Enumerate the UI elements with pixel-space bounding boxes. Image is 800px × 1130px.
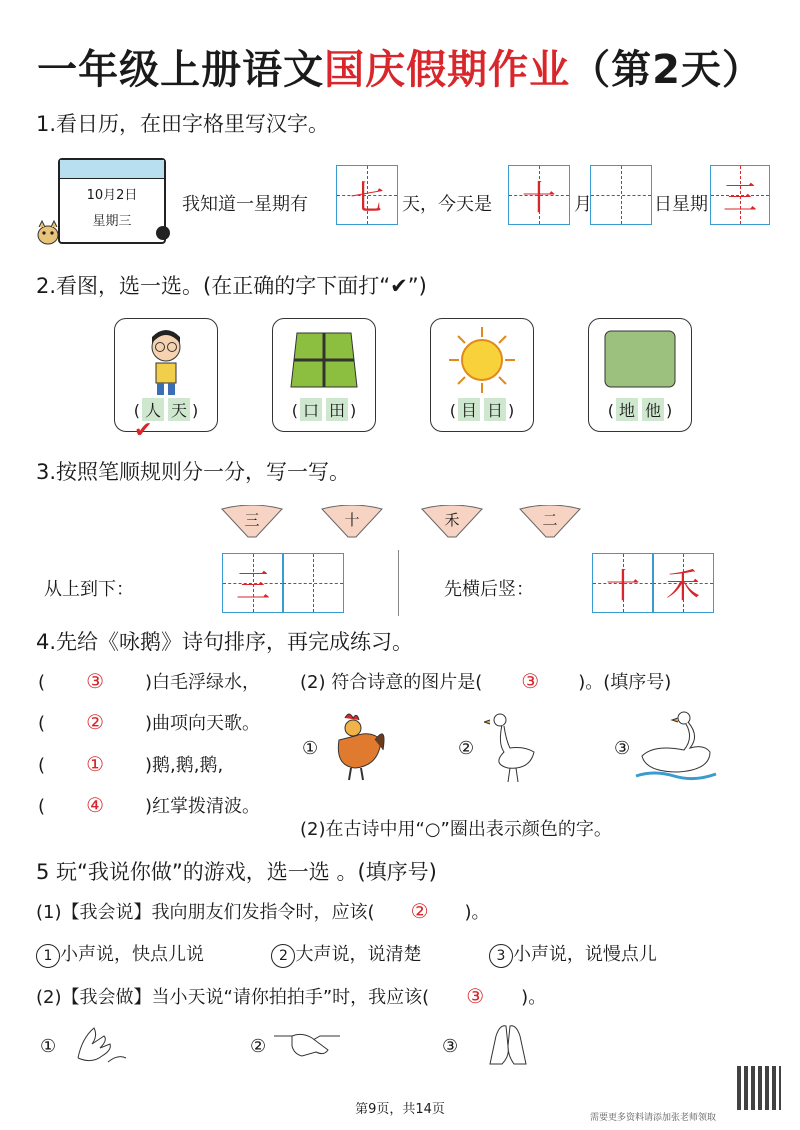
- q5-part1-text: (1)【我会说】我向朋友们发指令时，应该(: [36, 902, 375, 923]
- option-mu[interactable]: 目: [458, 398, 480, 421]
- option-tian-field[interactable]: 田: [326, 398, 348, 421]
- q5-part2-end: )。: [521, 987, 547, 1008]
- poem-line-3: ( ① )鹅,鹅,鹅,: [38, 752, 224, 776]
- ball-icon: [156, 226, 170, 240]
- card-person: [114, 318, 218, 432]
- q1-answer-2: 十: [522, 178, 556, 219]
- poem-text-4: )红掌拨清波。: [145, 796, 261, 817]
- option-kou[interactable]: 口: [300, 398, 322, 421]
- q4-sub1-text: (2) 符合诗意的图片是(: [300, 672, 483, 693]
- fan-card-3: [420, 505, 484, 539]
- calendar-date: 10月2日: [86, 188, 138, 203]
- q1-box-4[interactable]: [710, 165, 770, 225]
- cat-icon: [34, 218, 62, 246]
- check-mark-icon: ✔: [134, 418, 153, 443]
- poem-answer-2[interactable]: ②: [86, 710, 104, 734]
- q1-text-2: 天，今天是: [402, 194, 492, 215]
- fan-text-3: 禾: [444, 511, 460, 529]
- sun-icon: [447, 325, 517, 395]
- divider: [398, 550, 399, 616]
- land-icon: [601, 327, 679, 391]
- poem-text-3: )鹅,鹅,鹅,: [145, 755, 224, 776]
- q3-box-1[interactable]: [222, 553, 284, 613]
- page-title: 一年级上册语文国庆假期作业（第2天）: [37, 47, 763, 93]
- q1-box-3[interactable]: [590, 165, 652, 225]
- q3-label-1: 从上到下：: [44, 579, 134, 600]
- fan-card-4: [518, 505, 582, 539]
- option-ri[interactable]: 日: [484, 398, 506, 421]
- fan-card-1: [220, 505, 284, 539]
- q4-heading: 4.先给《咏鹅》诗句排序，再完成练习。: [36, 630, 414, 654]
- goose-label-3: ③: [614, 738, 631, 759]
- q1-text-3: 月: [574, 194, 592, 215]
- fan-text-1: 三: [244, 511, 260, 529]
- card-sun-options: ( 目 日 ): [431, 398, 533, 421]
- calendar: [58, 158, 166, 244]
- q1-text-1: 我知道一星期有: [182, 194, 308, 215]
- q5-part2-text: (2)【我会做】当小天说“请你拍拍手”时，我应该(: [36, 987, 430, 1008]
- card-land-options: ( 地 他 ): [589, 398, 691, 421]
- poem-text-1: )白毛浮绿水，: [145, 672, 261, 693]
- footer-note: 需要更多资料请添加张老师领取: [590, 1113, 717, 1123]
- poem-answer-1[interactable]: ③: [86, 669, 104, 693]
- q3-answer-1: 三: [236, 566, 270, 607]
- q4-sub1-answer[interactable]: ③: [521, 669, 540, 693]
- q3-answer-3: 十: [606, 566, 640, 607]
- waving-hands-icon: [74, 1018, 130, 1066]
- hand-label-3: ③: [442, 1036, 459, 1057]
- poem-answer-4[interactable]: ④: [86, 793, 104, 817]
- goose-label-2: ②: [458, 738, 475, 759]
- handshake-icon: [272, 1022, 342, 1062]
- poem-answer-3[interactable]: ①: [86, 752, 104, 776]
- q2-heading: 2.看图，选一选。(在正确的字下面打“✔”): [36, 274, 427, 298]
- q3-answer-4: 禾: [666, 566, 700, 607]
- poem-line-4: ( ④ )红掌拨清波。: [38, 793, 261, 817]
- fan-card-2: [320, 505, 384, 539]
- field-icon: [287, 327, 361, 393]
- option-ren[interactable]: 人: [142, 398, 164, 421]
- q5-part2-answer[interactable]: ③: [466, 984, 485, 1008]
- goose-swimming-icon: [634, 708, 718, 788]
- q5-option-1[interactable]: 小声说，快点儿说: [60, 944, 204, 965]
- q3-box-3[interactable]: [592, 553, 654, 613]
- calendar-weekday: 星期三: [92, 214, 132, 229]
- q4-sub2: (2)在古诗中用“○”圈出表示颜色的字。: [300, 819, 612, 840]
- q5-part1-end: )。: [464, 902, 490, 923]
- q1-answer-4: 三: [723, 178, 757, 219]
- hand-label-2: ②: [250, 1036, 267, 1057]
- poem-text-2: )曲项向天歌。: [145, 713, 261, 734]
- card-sun: [430, 318, 534, 432]
- qr-code-icon: [737, 1066, 781, 1110]
- card-field: [272, 318, 376, 432]
- circle-2: 2: [271, 944, 295, 968]
- poem-line-2: ( ② )曲项向天歌。: [38, 710, 261, 734]
- clapping-hands-icon: [482, 1016, 536, 1068]
- hand-label-1: ①: [40, 1036, 57, 1057]
- q5-heading: 5 玩“我说你做”的游戏，选一选 。(填序号): [36, 860, 437, 884]
- q4-sub1-end: )。(填序号): [578, 672, 672, 693]
- fan-text-4: 二: [542, 511, 558, 529]
- boy-icon: [141, 325, 191, 397]
- option-di[interactable]: 地: [616, 398, 638, 421]
- card-person-options: ( 人 天 ): [115, 398, 217, 421]
- q1-box-2[interactable]: [508, 165, 570, 225]
- page-number: 第9页，共14页: [355, 1102, 445, 1117]
- q3-heading: 3.按照笔顺规则分一分，写一写。: [36, 460, 351, 484]
- circle-1: 1: [36, 944, 60, 968]
- q3-box-4[interactable]: [652, 553, 714, 613]
- option-ta[interactable]: 他: [642, 398, 664, 421]
- q5-part1: [36, 898, 490, 924]
- q5-part1-answer[interactable]: ②: [410, 899, 429, 923]
- q3-box-2[interactable]: [282, 553, 344, 613]
- card-land: [588, 318, 692, 432]
- q5-option-2[interactable]: 大声说，说清楚: [295, 944, 422, 965]
- q4-sub1: [300, 668, 671, 694]
- q1-box-1[interactable]: [336, 165, 398, 225]
- q1-answer-1: 七: [350, 178, 384, 219]
- q5-part2: [36, 983, 546, 1009]
- q3-label-2: 先横后竖：: [444, 579, 534, 600]
- q5-option-3[interactable]: 小声说，说慢点儿: [512, 944, 657, 965]
- goose-label-1: ①: [302, 738, 319, 759]
- card-field-options: ( 口 田 ): [273, 398, 375, 421]
- circle-3: 3: [489, 944, 513, 968]
- rooster-icon: [325, 710, 387, 782]
- fan-text-2: 十: [344, 511, 360, 529]
- goose-walking-icon: [484, 710, 536, 784]
- q1-heading: 1.看日历，在田字格里写汉字。: [36, 112, 330, 136]
- q1-text-4: 日星期: [654, 194, 708, 215]
- q5-options: [36, 940, 657, 968]
- option-tian[interactable]: 天: [168, 398, 190, 421]
- poem-line-1: ( ③ )白毛浮绿水，: [38, 669, 261, 693]
